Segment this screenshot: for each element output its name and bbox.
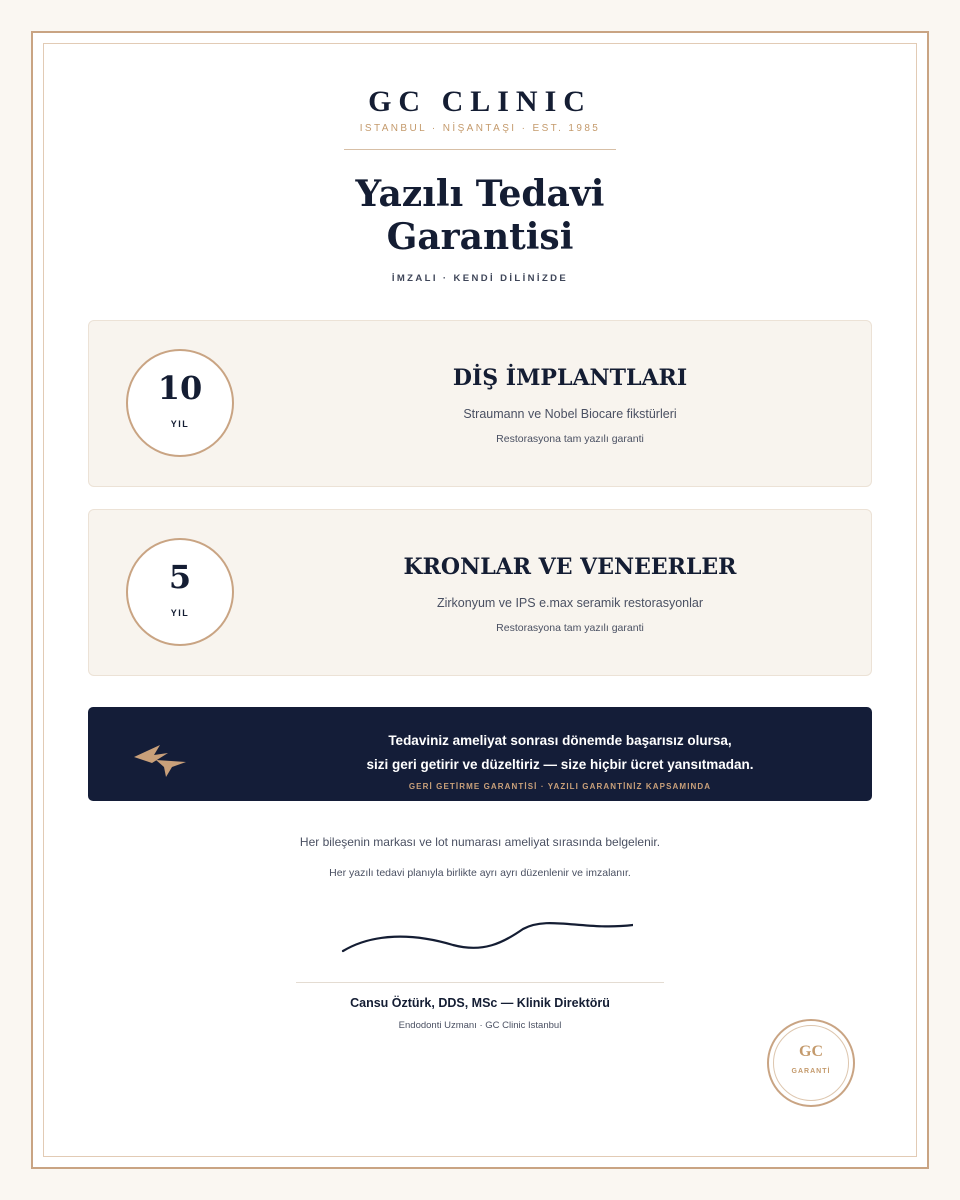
card-description: Straumann ve Nobel Biocare fikstürleri	[463, 407, 677, 421]
card-note: Restorasyona tam yazılı garanti	[496, 433, 644, 445]
signatory-role: Endodonti Uzmanı · GC Clinic Istanbul	[398, 1020, 562, 1031]
signature	[333, 911, 633, 957]
return-guarantee-banner	[88, 707, 872, 801]
certificate-title	[33, 173, 927, 259]
header-divider	[344, 149, 616, 150]
years-unit: YIL	[170, 419, 190, 429]
seal-mark: GC	[799, 1043, 823, 1060]
clinic-brand: GC CLINIC	[368, 85, 592, 118]
guarantee-card-implants	[88, 320, 872, 487]
bird-icon	[132, 743, 188, 779]
card-note: Restorasyona tam yazılı garanti	[496, 622, 644, 634]
certificate-frame	[31, 31, 929, 1169]
years-value: 5	[168, 558, 192, 596]
seal-label: GARANTİ	[791, 1068, 831, 1075]
years-value: 10	[157, 369, 203, 407]
years-unit: YIL	[170, 608, 190, 618]
guarantee-card-crowns	[88, 509, 872, 676]
issuance-note: Her yazılı tedavi planıyla birlikte ayrı ayrı düzenlenir ve imzalanır.	[329, 867, 631, 879]
card-title: KRONLAR VE VENEERLER	[403, 554, 737, 580]
title-line-2: Garantisi	[386, 216, 574, 258]
card-title: DİŞ İMPLANTLARI	[452, 365, 688, 391]
banner-line-1: Tedaviniz ameliyat sonrası dönemde başarısız olursa,	[388, 733, 732, 748]
years-badge	[126, 349, 234, 457]
years-badge	[126, 538, 234, 646]
card-description: Zirkonyum ve IPS e.max seramik restorasyonlar	[436, 596, 704, 610]
seal-inner-ring	[773, 1025, 849, 1101]
banner-line-2: sizi geri getirir ve düzeltiriz — size hiçbir ücret yansıtmadan.	[366, 757, 754, 772]
title-line-1: Yazılı Tedavi	[355, 173, 605, 215]
guarantee-seal	[767, 1019, 855, 1107]
signatory-name: Cansu Öztürk, DDS, MSc — Klinik Direktörü	[350, 996, 610, 1010]
clinic-location: ISTANBUL · NİŞANTAŞI · EST. 1985	[359, 123, 601, 134]
signature-line	[296, 982, 664, 983]
documentation-note: Her bileşenin markası ve lot numarası ameliyat sırasında belgelenir.	[299, 835, 661, 849]
banner-footer: GERİ GETİRME GARANTİSİ · YAZILI GARANTİNİZ KAPSAMINDA	[408, 782, 712, 791]
certificate-subtitle: İMZALI · KENDİ DİLİNİZDE	[391, 273, 569, 284]
